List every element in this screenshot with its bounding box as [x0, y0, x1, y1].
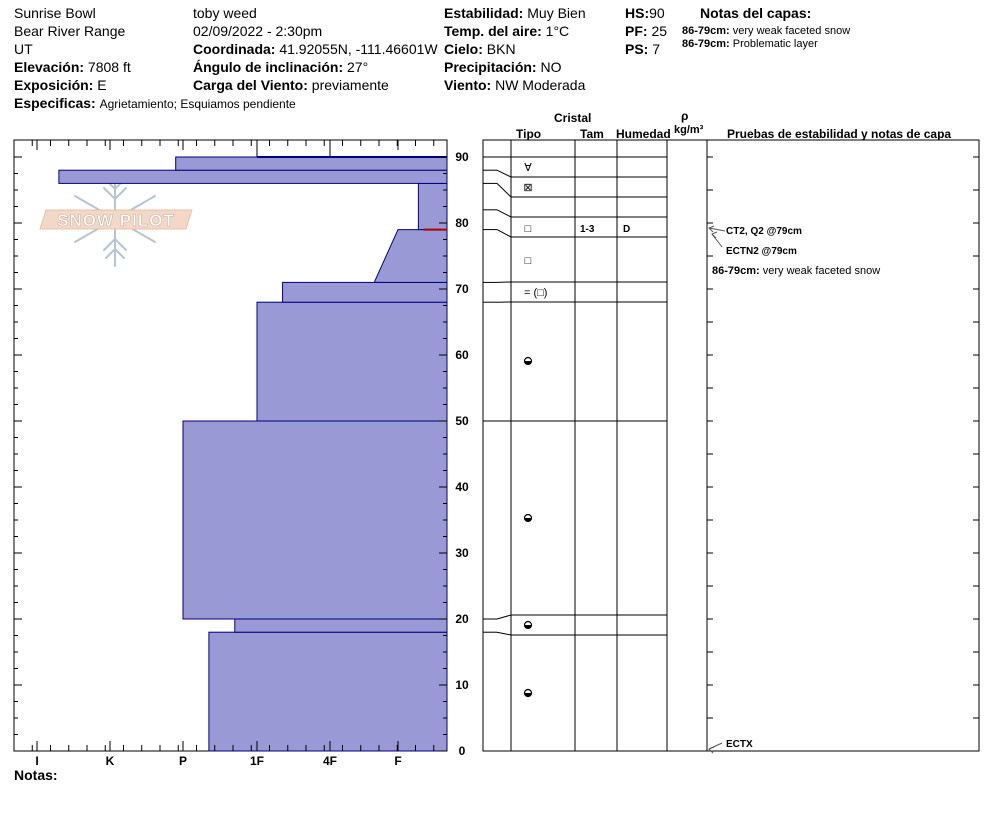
cristal-header: Cristal	[554, 111, 592, 125]
boundary-connector	[497, 210, 511, 217]
test-arrowhead	[709, 747, 714, 753]
depth-tick-label: 60	[455, 348, 469, 362]
boundary-connector	[497, 230, 511, 237]
tipo-header: Tipo	[516, 127, 542, 141]
wind: Viento: NW Moderada	[444, 77, 586, 93]
depth-tick-label: 50	[455, 414, 469, 428]
foot-penetration: PF: 25	[625, 23, 668, 39]
mountain-range: Bear River Range	[14, 23, 126, 39]
depth-tick-label: 70	[455, 282, 469, 296]
boundary-connector	[497, 183, 511, 197]
hardness-tick-label: F	[394, 754, 402, 768]
snow-height: HS:90	[625, 5, 665, 21]
hardness-tick-label: K	[105, 754, 115, 768]
elevation: Elevación: 7808 ft	[14, 59, 131, 75]
depth-tick-label: 90	[455, 150, 469, 164]
specifics: Especificas: Agrietamiento; Esquiamos pendiente	[14, 95, 296, 111]
precipitation: Precipitación: NO	[444, 59, 562, 75]
depth-tick-label: 30	[455, 546, 469, 560]
rounded-grain-symbol	[525, 622, 532, 629]
tam-header: Tam	[580, 127, 604, 141]
hardness-tick-label: 4F	[322, 754, 338, 768]
layer-note: 86-79cm: very weak faceted snow	[682, 25, 851, 37]
hardness-layer	[235, 619, 447, 632]
boundary-connector	[497, 615, 511, 619]
hardness-layer	[209, 632, 447, 751]
stability-test-label: ECTX	[726, 739, 753, 750]
notes-label: Notas:	[14, 767, 58, 783]
depth-tick-label: 0	[458, 744, 466, 758]
rounded-grain-symbol	[525, 515, 532, 522]
stability: Estabilidad: Muy Bien	[444, 5, 586, 21]
depth-tick-label: 80	[455, 216, 469, 230]
observation-datetime: 02/09/2022 - 2:30pm	[193, 23, 323, 39]
location-name: Sunrise Bowl	[14, 5, 96, 21]
layer-test-note: 86-79cm: very weak faceted snow	[712, 265, 881, 277]
crystal-type-symbol: □	[524, 223, 532, 235]
layer-note: 86-79cm: Problematic layer	[682, 38, 818, 50]
depth-tick-label: 10	[455, 678, 469, 692]
air-temperature: Temp. del aire: 1°C	[444, 23, 570, 39]
humedad-header: Humedad	[616, 127, 671, 141]
wind-loading: Carga del Viento: previamente	[193, 77, 389, 93]
hardness-layer	[59, 170, 447, 183]
rounded-grain-symbol	[525, 690, 532, 697]
snowpilot-logo	[40, 172, 192, 266]
aspect: Exposición: E	[14, 77, 107, 93]
logo-text: SNOW PILOT	[57, 211, 175, 230]
hardness-tick-label: I	[35, 754, 39, 768]
hardness-layer	[257, 302, 447, 421]
state: UT	[14, 41, 33, 57]
hardness-layer	[374, 230, 447, 283]
density-unit: kg/m³	[674, 124, 704, 136]
crystal-type-symbol: = (□)	[524, 287, 548, 299]
stability-test-label: CT2, Q2 @79cm	[726, 226, 802, 237]
crystal-type-symbol: ⊠	[523, 182, 533, 194]
hardness-tick-label: 1F	[249, 754, 265, 768]
stability-test-label: ECTN2 @79cm	[726, 246, 797, 257]
crystal-size: 1-3	[580, 224, 595, 235]
coordinates: Coordinada: 41.92055N, -111.46601W	[193, 41, 438, 57]
depth-tick-label: 20	[455, 612, 469, 626]
depth-tick-label: 40	[455, 480, 469, 494]
slope-angle: Ángulo de inclinación: 27°	[193, 59, 369, 75]
crystal-moisture: D	[623, 224, 631, 235]
ski-penetration: PS: 7	[625, 41, 661, 57]
rounded-grain-symbol	[525, 358, 532, 365]
sky-cover: Cielo: BKN	[444, 41, 516, 57]
tests-header: Pruebas de estabilidad y notas de capa	[727, 127, 952, 141]
layer-notes-title: Notas del capas:	[700, 5, 812, 21]
boundary-connector	[497, 170, 511, 177]
crystal-type-symbol: ∀	[524, 162, 532, 174]
observer-name: toby weed	[193, 5, 257, 21]
boundary-connector	[497, 632, 511, 635]
hardness-layer	[283, 282, 447, 302]
hardness-layer	[176, 157, 447, 170]
hardness-tick-label: P	[178, 754, 188, 768]
density-header: ρ	[681, 109, 689, 123]
crystal-type-symbol: □	[524, 255, 532, 267]
hardness-layer	[183, 421, 447, 619]
test-arrowhead	[712, 232, 717, 238]
